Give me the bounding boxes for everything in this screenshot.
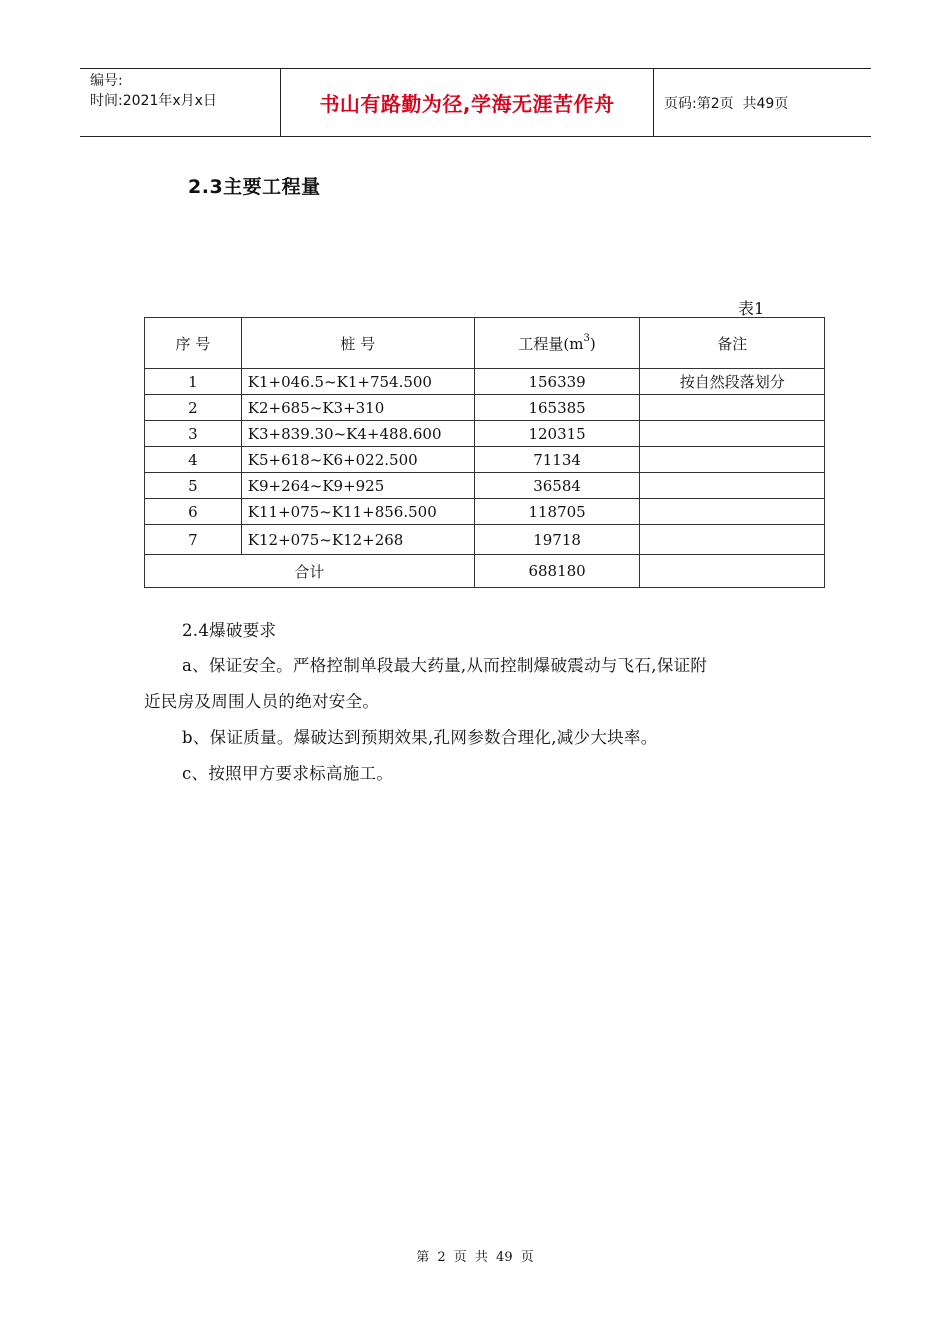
total-value: 688180 (474, 555, 640, 588)
header-quantity-close: ) (589, 334, 596, 353)
blasting-a-line1: a、保证安全。严格控制单段最大药量,从而控制爆破震动与飞石,保证附 (182, 656, 708, 675)
cell-station: K12+075~K12+268 (241, 525, 474, 555)
table-row (145, 369, 825, 395)
cell-no: 1 (145, 369, 242, 395)
number-label: 编号: (90, 73, 123, 89)
cell-note (640, 447, 825, 473)
header-meta (80, 69, 281, 136)
cell-no: 4 (145, 447, 242, 473)
table-row (145, 395, 825, 421)
cell-no: 7 (145, 525, 242, 555)
table-header-row (145, 318, 825, 369)
blasting-a-line2: 近民房及周围人员的绝对安全。 (144, 692, 380, 711)
header-quantity (474, 318, 640, 369)
header-motto: 书山有路勤为径,学海无涯苦作舟 (281, 69, 654, 136)
cell-note (640, 525, 825, 555)
cell-no: 3 (145, 421, 242, 447)
table-row (145, 473, 825, 499)
cell-note (640, 395, 825, 421)
page-footer: 第 2 页 共 49 页 (416, 1250, 534, 1265)
total-label: 合计 (145, 555, 475, 588)
page-header (80, 68, 871, 137)
cell-note (640, 473, 825, 499)
cell-quantity: 120315 (474, 421, 640, 447)
header-no: 序 号 (145, 318, 242, 369)
cell-station: K1+046.5~K1+754.500 (241, 369, 474, 395)
time-label: 时间:2021年x月x日 (90, 93, 217, 109)
table-total-row (145, 555, 825, 588)
cell-no: 5 (145, 473, 242, 499)
cell-quantity: 36584 (474, 473, 640, 499)
cell-note (640, 499, 825, 525)
cell-quantity: 19718 (474, 525, 640, 555)
blasting-title: 2.4爆破要求 (182, 621, 277, 640)
cell-note: 按自然段落划分 (640, 369, 825, 395)
cell-station: K5+618~K6+022.500 (241, 447, 474, 473)
section-title: 2.3主要工程量 (188, 176, 321, 198)
cell-station: K11+075~K11+856.500 (241, 499, 474, 525)
table-row (145, 447, 825, 473)
cell-station: K9+264~K9+925 (241, 473, 474, 499)
cell-quantity: 156339 (474, 369, 640, 395)
table-row (145, 525, 825, 555)
quantity-table (144, 317, 825, 588)
cell-note (640, 421, 825, 447)
header-quantity-sup: 3 (583, 332, 590, 344)
header-page-info: 页码:第2页 共49页 (664, 95, 789, 112)
cell-station: K3+839.30~K4+488.600 (241, 421, 474, 447)
blasting-c: c、按照甲方要求标高施工。 (182, 764, 394, 783)
cell-station: K2+685~K3+310 (241, 395, 474, 421)
header-note: 备注 (640, 318, 825, 369)
cell-quantity: 118705 (474, 499, 640, 525)
cell-no: 6 (145, 499, 242, 525)
cell-no: 2 (145, 395, 242, 421)
blasting-b: b、保证质量。爆破达到预期效果,孔网参数合理化,减少大块率。 (182, 728, 658, 747)
header-quantity-text: 工程量(m (518, 334, 584, 353)
table-row (145, 499, 825, 525)
cell-quantity: 165385 (474, 395, 640, 421)
cell-quantity: 71134 (474, 447, 640, 473)
table-caption: 表1 (738, 299, 765, 318)
total-note (640, 555, 825, 588)
table-row (145, 421, 825, 447)
header-station: 桩 号 (241, 318, 474, 369)
